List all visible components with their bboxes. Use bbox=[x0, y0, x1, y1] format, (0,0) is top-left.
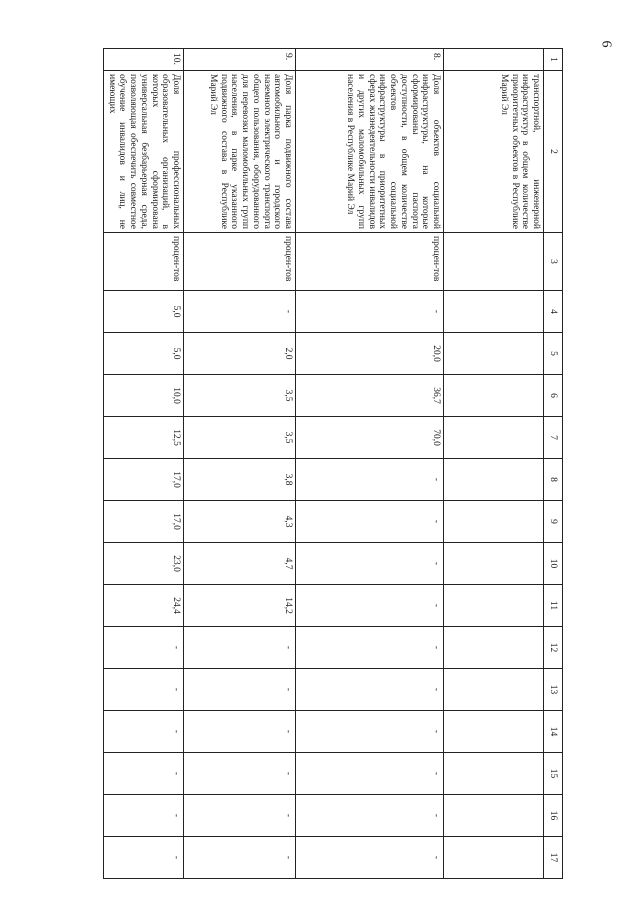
value-cell bbox=[444, 837, 544, 879]
value-cell: - bbox=[184, 627, 296, 669]
indicators-table bbox=[103, 48, 563, 879]
row-number: 9. bbox=[184, 49, 296, 71]
row-number: 8. bbox=[296, 49, 444, 71]
value-cell bbox=[444, 459, 544, 501]
col-header: 16 bbox=[544, 795, 563, 837]
value-cell bbox=[444, 333, 544, 375]
value-cell bbox=[444, 711, 544, 753]
unit bbox=[444, 233, 544, 291]
value-cell: 3,8 bbox=[184, 459, 296, 501]
value-cell: - bbox=[184, 795, 296, 837]
value-cell: - bbox=[296, 291, 444, 333]
value-cell: - bbox=[296, 627, 444, 669]
value-cell: - bbox=[184, 291, 296, 333]
page-number: 6 bbox=[598, 40, 614, 48]
indicator-name: Доля объектов социальной инфраструктуры, на которые сформированы паспорта доступности, в общем количестве объектов социальной инфраструктуры в приоритетных сферах жизнедеятельности инвалидов и других маломобильных групп населения в Республике Марий Эл bbox=[296, 71, 444, 233]
value-cell: 24,4 bbox=[103, 585, 183, 627]
col-header: 14 bbox=[544, 711, 563, 753]
value-cell: - bbox=[103, 627, 183, 669]
value-cell: 3,5 bbox=[184, 417, 296, 459]
col-header: 15 bbox=[544, 753, 563, 795]
row-number: 10. bbox=[103, 49, 183, 71]
value-cell: 4,7 bbox=[184, 543, 296, 585]
value-cell: 36,7 bbox=[296, 375, 444, 417]
value-cell: - bbox=[296, 501, 444, 543]
value-cell: - bbox=[296, 795, 444, 837]
value-cell: 14,2 bbox=[184, 585, 296, 627]
col-header: 7 bbox=[544, 417, 563, 459]
value-cell: - bbox=[296, 837, 444, 879]
indicator-name: транспортной, инженерной инфраструктур в общем количестве приоритетных объектов в Республике Марий Эл bbox=[444, 71, 544, 233]
value-cell bbox=[444, 585, 544, 627]
row-number bbox=[444, 49, 544, 71]
value-cell: 2,0 bbox=[184, 333, 296, 375]
value-cell: 70,0 bbox=[296, 417, 444, 459]
value-cell: - bbox=[103, 711, 183, 753]
value-cell: 17,0 bbox=[103, 459, 183, 501]
value-cell: 20,0 bbox=[296, 333, 444, 375]
col-header: 10 bbox=[544, 543, 563, 585]
value-cell: - bbox=[103, 795, 183, 837]
value-cell: 3,5 bbox=[184, 375, 296, 417]
col-header: 2 bbox=[544, 71, 563, 233]
value-cell bbox=[444, 501, 544, 543]
unit: процен-тов bbox=[103, 233, 183, 291]
value-cell: - bbox=[296, 585, 444, 627]
value-cell bbox=[444, 417, 544, 459]
col-header: 5 bbox=[544, 333, 563, 375]
value-cell: 23,0 bbox=[103, 543, 183, 585]
value-cell bbox=[444, 669, 544, 711]
value-cell bbox=[444, 375, 544, 417]
col-header: 1 bbox=[544, 49, 563, 71]
col-header: 9 bbox=[544, 501, 563, 543]
value-cell: 10,0 bbox=[103, 375, 183, 417]
value-cell: 4,3 bbox=[184, 501, 296, 543]
col-header: 4 bbox=[544, 291, 563, 333]
table-row bbox=[103, 49, 183, 879]
unit: процен-тов bbox=[184, 233, 296, 291]
col-header: 12 bbox=[544, 627, 563, 669]
value-cell bbox=[444, 543, 544, 585]
value-cell: - bbox=[296, 543, 444, 585]
table-row bbox=[184, 49, 296, 879]
unit: процен-тов bbox=[296, 233, 444, 291]
col-header: 6 bbox=[544, 375, 563, 417]
value-cell: - bbox=[296, 459, 444, 501]
value-cell: 5,0 bbox=[103, 333, 183, 375]
value-cell: - bbox=[184, 711, 296, 753]
col-header: 3 bbox=[544, 233, 563, 291]
value-cell: - bbox=[296, 669, 444, 711]
value-cell: - bbox=[103, 837, 183, 879]
value-cell: - bbox=[296, 753, 444, 795]
col-header: 17 bbox=[544, 837, 563, 879]
value-cell: - bbox=[184, 669, 296, 711]
table-row bbox=[444, 49, 544, 879]
col-header: 11 bbox=[544, 585, 563, 627]
header-row bbox=[544, 49, 563, 879]
value-cell: - bbox=[103, 669, 183, 711]
value-cell bbox=[444, 291, 544, 333]
value-cell: 12,5 bbox=[103, 417, 183, 459]
value-cell: - bbox=[296, 711, 444, 753]
value-cell: - bbox=[184, 837, 296, 879]
value-cell bbox=[444, 753, 544, 795]
indicator-name: Доля профессиональных образовательных организаций, в которых сформирована универсальная безбарьерная среда, позволяющая обеспечить совместное обучение инвалидов и лиц, не имеющих bbox=[103, 71, 183, 233]
value-cell bbox=[444, 795, 544, 837]
value-cell: - bbox=[103, 753, 183, 795]
table-row bbox=[296, 49, 444, 879]
value-cell: - bbox=[184, 753, 296, 795]
indicator-name: Доля парка подвижного состава автомобильного и городского наземного электрического транспорта общего пользования, оборудованного для перевозки маломобильных групп населения, в парке указанного подвижного состава в Республике Марий Эл bbox=[184, 71, 296, 233]
rotated-table-container bbox=[106, 48, 563, 878]
col-header: 13 bbox=[544, 669, 563, 711]
value-cell bbox=[444, 627, 544, 669]
value-cell: 17,0 bbox=[103, 501, 183, 543]
value-cell: 5,0 bbox=[103, 291, 183, 333]
col-header: 8 bbox=[544, 459, 563, 501]
